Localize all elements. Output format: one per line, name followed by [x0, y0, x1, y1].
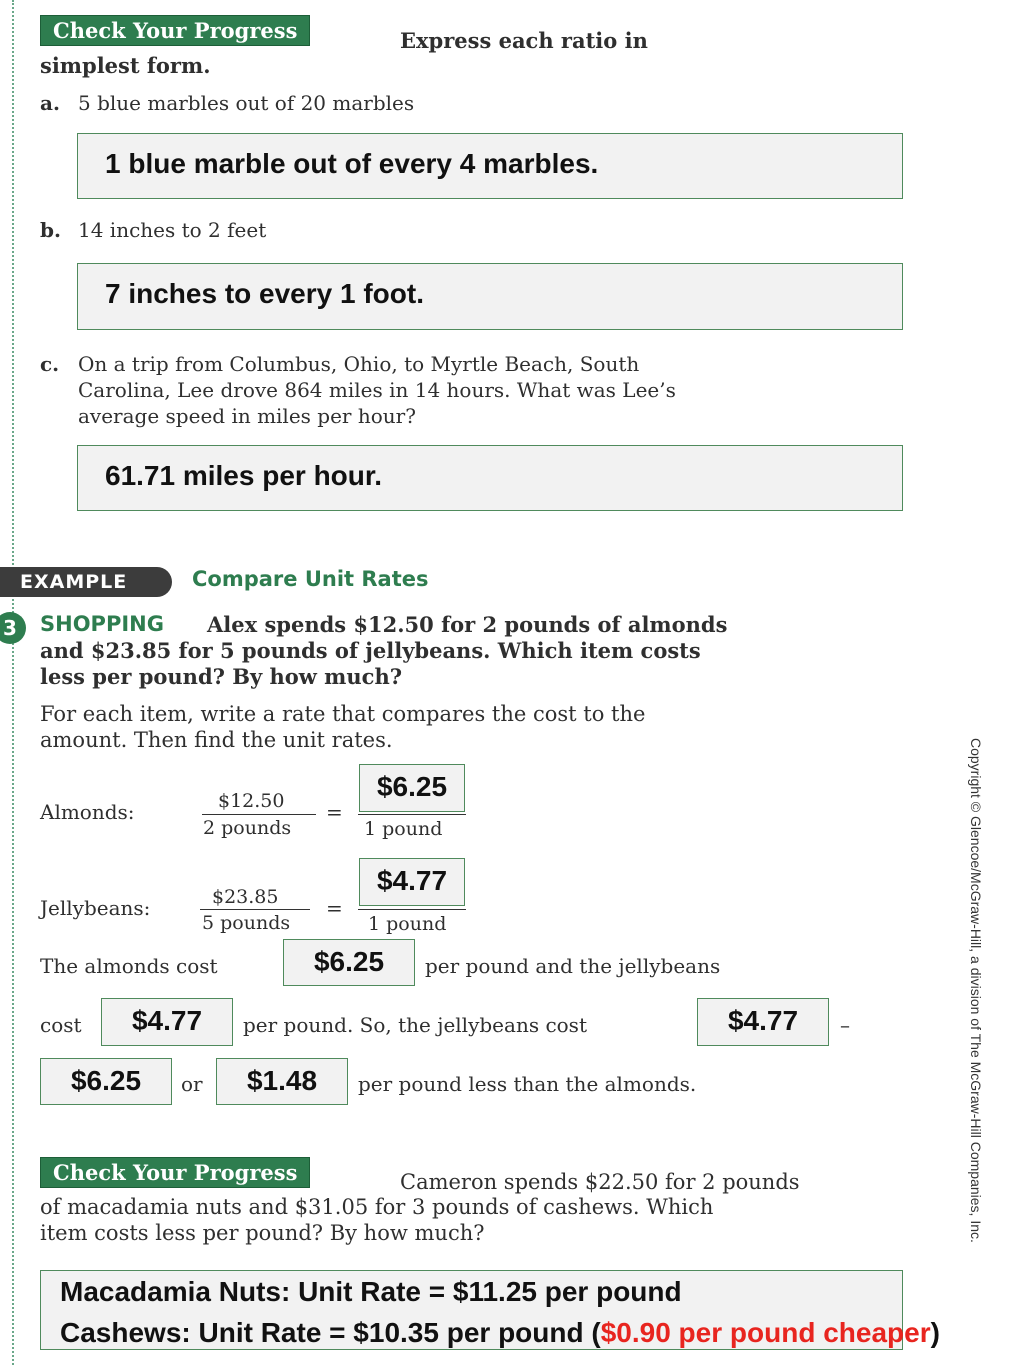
- example-question-line1: Alex spends $12.50 for 2 pounds of almonds: [207, 612, 728, 637]
- almonds-rate-denominator: 1 pound: [364, 818, 443, 840]
- answer-box-b[interactable]: [77, 263, 903, 330]
- item-c-line2: Carolina, Lee drove 864 miles in 14 hours. What was Lee’s: [78, 378, 676, 402]
- page-margin-rule: [12, 0, 14, 1365]
- item-c-line1: On a trip from Columbus, Ohio, to Myrtle Beach, South: [78, 352, 640, 376]
- jellybeans-equals: =: [326, 896, 343, 920]
- almonds-numerator: $12.50: [218, 790, 285, 812]
- copyright-text: Copyright © Glencoe/McGraw-Hill, a division of The McGraw-Hill Companies, Inc.: [968, 738, 984, 1243]
- difference-minuend-box[interactable]: $4.77: [697, 998, 829, 1046]
- jellybeans-label: Jellybeans:: [40, 896, 151, 920]
- item-b-text: 14 inches to 2 feet: [78, 218, 267, 242]
- sentence1-end: per pound and the jellybeans: [425, 954, 721, 978]
- answer-b-text: 7 inches to every 1 foot.: [105, 278, 424, 309]
- check1-intro-cont: simplest form.: [40, 53, 211, 78]
- item-c-label: c.: [40, 352, 60, 376]
- cashews-answer-start: Cashews: Unit Rate = $10.35 per pound (: [60, 1317, 601, 1348]
- answer-box-c[interactable]: [77, 445, 903, 511]
- sentence3-end: per pound less than the almonds.: [358, 1072, 697, 1096]
- or-word: or: [181, 1072, 203, 1096]
- check-your-progress-badge-2: Check Your Progress: [40, 1157, 310, 1188]
- check-your-progress-badge: Check Your Progress: [40, 15, 310, 46]
- jellybeans-denominator: 5 pounds: [202, 912, 291, 934]
- example-question-line2: and $23.85 for 5 pounds of jellybeans. Which item costs: [40, 638, 701, 663]
- almonds-unit-rate-box[interactable]: $6.25: [359, 764, 465, 812]
- macadamia-answer: Macadamia Nuts: Unit Rate = $11.25 per pound: [60, 1276, 682, 1307]
- sentence1-start: The almonds cost: [40, 954, 218, 978]
- difference-result-box[interactable]: $1.48: [216, 1058, 348, 1105]
- item-c-line3: average speed in miles per hour?: [78, 404, 416, 428]
- cashews-answer: [60, 1317, 940, 1349]
- difference-subtrahend-box[interactable]: $6.25: [40, 1058, 172, 1105]
- jellybeans-unit-rate-box[interactable]: $4.77: [359, 858, 465, 906]
- instruction-line1: For each item, write a rate that compares the cost to the: [40, 702, 646, 726]
- almonds-cost-box[interactable]: $6.25: [283, 939, 415, 986]
- shopping-label: SHOPPING: [40, 612, 164, 636]
- almonds-rate-fraction-bar: [358, 814, 466, 815]
- answer-a-text: 1 blue marble out of every 4 marbles.: [105, 148, 599, 179]
- answer-c-text: 61.71 miles per hour.: [105, 460, 383, 491]
- instruction-line2: amount. Then find the unit rates.: [40, 728, 393, 752]
- item-a-label: a.: [40, 91, 60, 115]
- item-b-label: b.: [40, 218, 61, 242]
- cashews-answer-end: ): [930, 1317, 940, 1348]
- check1-intro: Express each ratio in: [400, 28, 648, 53]
- example-question-line3: less per pound? By how much?: [40, 664, 403, 689]
- example-number-badge: 3: [0, 612, 26, 644]
- almonds-label: Almonds:: [40, 800, 135, 824]
- cheaper-amount: $0.90 per pound cheaper: [600, 1317, 931, 1348]
- item-a-text: 5 blue marbles out of 20 marbles: [78, 91, 415, 115]
- jellybeans-rate-fraction-bar: [358, 909, 466, 910]
- almonds-equals: =: [326, 800, 343, 824]
- minus-sign: –: [840, 1013, 850, 1037]
- example-pill: EXAMPLE: [0, 567, 172, 597]
- almonds-denominator: 2 pounds: [203, 817, 292, 839]
- jellybeans-cost-box[interactable]: $4.77: [101, 998, 233, 1046]
- check2-line1: Cameron spends $22.50 for 2 pounds: [400, 1170, 800, 1194]
- check2-line3: item costs less per pound? By how much?: [40, 1221, 485, 1245]
- answer-box-a[interactable]: [77, 133, 903, 199]
- jellybeans-rate-denominator: 1 pound: [368, 913, 447, 935]
- jellybeans-numerator: $23.85: [212, 886, 279, 908]
- sentence2-start: cost: [40, 1013, 82, 1037]
- example-title: Compare Unit Rates: [192, 567, 429, 591]
- sentence2-middle: per pound. So, the jellybeans cost: [243, 1013, 587, 1037]
- check2-line2: of macadamia nuts and $31.05 for 3 pounds of cashews. Which: [40, 1195, 714, 1219]
